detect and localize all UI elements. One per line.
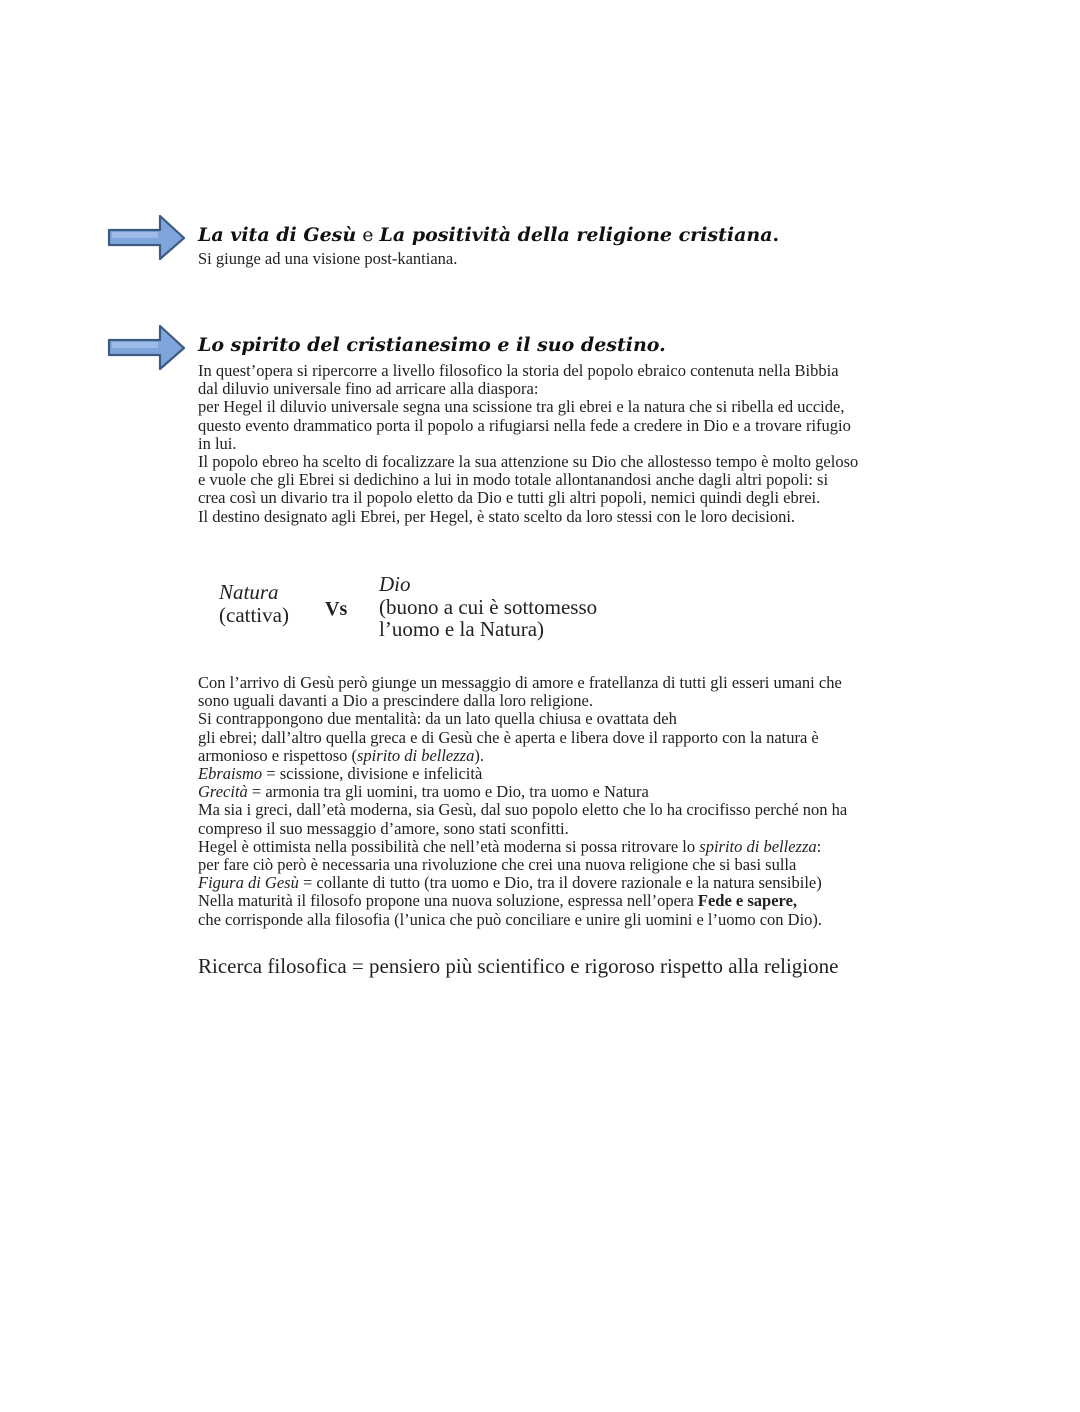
text-span: = armonia tra gli uomini, tra uomo e Dio, tra uomo e Natura (247, 782, 649, 802)
paragraph-line: Il destino designato agli Ebrei, per Hegel, è stato scelto da loro stessi con le loro decisioni. (198, 506, 796, 526)
right-arrow-icon (106, 322, 188, 372)
paragraph-line (198, 765, 918, 783)
italic-term: spirito di bellezza (357, 745, 475, 765)
paragraph-line (198, 783, 918, 801)
section-2-title (198, 333, 666, 357)
text-span: Nella maturità il filosofo propone una nuova soluzione, espressa nell’opera (198, 891, 698, 911)
paragraph-line: per Hegel il diluvio universale segna una scissione tra gli ebrei e la natura che si ribella ed uccide, (198, 397, 845, 417)
paragraph-line: e vuole che gli Ebrei si dedichino a lui in modo totale allontanandosi anche dagli altri popoli: si (198, 470, 829, 490)
section-1-title (198, 223, 779, 247)
paragraph-line: Ma sia i greci, dall’età moderna, sia Gesù, dal suo popolo eletto che lo ha crocifisso perché non ha (198, 800, 848, 820)
text-span: = collante di tutto (tra uomo e Dio, tra il dovere razionale e la natura sensibile) (298, 873, 822, 893)
text-span: Hegel è ottimista nella possibilità che nell’età moderna si possa ritrovare lo (198, 836, 700, 856)
comparison-right-desc-1: (buono a cui è sottomesso (379, 594, 598, 619)
title-connector: e (356, 224, 380, 246)
italic-term: spirito di bellezza (699, 836, 817, 856)
comparison-vs: Vs (325, 598, 348, 620)
paragraph-line (198, 838, 918, 856)
title-period: . (772, 224, 780, 246)
right-arrow-icon (106, 212, 188, 262)
paragraph-line (198, 892, 918, 910)
comparison-right (379, 573, 597, 641)
work-title-vita-di-gesu: La vita di Gesù (198, 224, 357, 246)
section-2-paragraph (198, 362, 918, 526)
comparison-right-desc-2: l’uomo e la Natura) (379, 617, 545, 641)
paragraph-line: Il popolo ebreo ha scelto di focalizzare la sua attenzione su Dio che allostesso tempo è molto geloso (198, 452, 859, 472)
paragraph-line: compreso il suo messaggio d’amore, sono stati sconfitti. (198, 818, 569, 838)
paragraph-line: dal diluvio universale fino ad arricare alla diaspora: (198, 379, 539, 399)
paragraph-line (198, 874, 918, 892)
text-span: , (792, 891, 798, 911)
paragraph-line: questo evento drammatico porta il popolo a rifugiarsi nella fede a credere in Dio e a trovare rifugio (198, 415, 851, 435)
comparison-right-term: Dio (379, 572, 411, 596)
paragraph-line: in lui. (198, 433, 237, 453)
text-span: = scissione, divisione e infelicità (262, 764, 483, 784)
paragraph-line: per fare ciò però è necessaria una rivoluzione che crei una nuova religione che si basi sulla (198, 855, 797, 875)
text-span: : (816, 836, 822, 856)
comparison-left-desc: (cattiva) (219, 602, 289, 627)
paragraph-line: Si contrappongono due mentalità: da un lato quella chiusa e ovattata deh (198, 709, 677, 729)
comparison-left-term: Natura (219, 580, 279, 604)
paragraph-line: che corrisponde alla filosofia (l’unica che può conciliare e unire gli uomini e l’uomo con Dio). (198, 909, 823, 929)
italic-term: Figura di Gesù (198, 873, 299, 893)
italic-term: Grecità (198, 782, 248, 802)
text-span: ). (474, 745, 484, 765)
bold-work-title: Fede e sapere (697, 891, 793, 911)
conclusion-line: Ricerca filosofica = pensiero più scientifico e rigoroso rispetto alla religione (198, 954, 839, 978)
work-title-spirito-cristianesimo: Lo spirito del cristianesimo e il suo destino. (198, 334, 666, 356)
paragraph-line: Con l’arrivo di Gesù però giunge un messaggio di amore e fratellanza di tutti gli esseri umani che (198, 673, 842, 692)
section-1-subtitle: Si giunge ad una visione post-kantiana. (198, 249, 458, 268)
paragraph-line: In quest’opera si ripercorre a livello filosofico la storia del popolo ebraico contenuta nella Bibbia (198, 361, 839, 380)
text-span: armonioso e rispettoso ( (198, 745, 358, 765)
paragraph-line: sono uguali davanti a Dio a prescindere dalla loro religione. (198, 691, 593, 711)
work-title-positivita: La positività della religione cristiana (379, 224, 773, 246)
paragraph-line (198, 747, 918, 765)
section-3-paragraph (198, 674, 918, 929)
paragraph-line: gli ebrei; dall’altro quella greca e di Gesù che è aperta e libera dove il rapporto con la natura è (198, 727, 819, 747)
comparison-left (219, 581, 289, 626)
italic-term: Ebraismo (198, 764, 263, 784)
paragraph-line: crea così un divario tra il popolo eletto da Dio e tutti gli altri popoli, nemici quindi degli ebrei. (198, 488, 821, 508)
